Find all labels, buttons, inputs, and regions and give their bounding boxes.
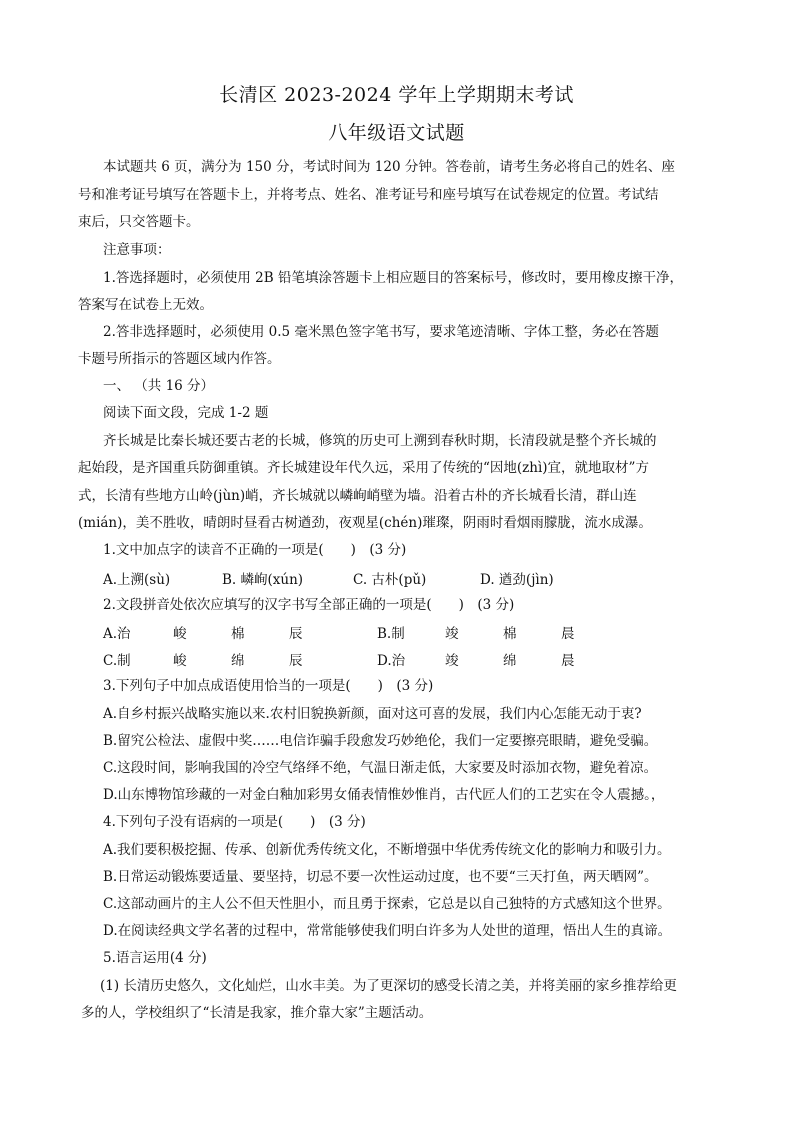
question-3: 3.下列句子中加点成语使用恰当的一项是( ) (3 分) [103,678,434,694]
q5-subquestion: 多的人，学校组织了“长清是我家，推介靠大家”主题活动。 [81,1005,433,1021]
q1-option-d: D. 遒劲(jìn) [480,572,554,588]
q3-option-a: A.自乡村振兴战略实施以来.农村旧貌换新颜，面对这可喜的发展，我们内心怎能无动于衷? [103,706,642,722]
q2-char: 棉 [503,626,517,642]
q2-char: 绵 [503,653,517,669]
q3-option-b: B.留究公检法、虚假中奖……电信诈骗手段愈发巧妙绝伦，我们一定要擦亮眼睛，避免受骗。 [103,733,658,749]
intro-line: 号和准考证号填写在答题卡上，并将考点、姓名、准考证号和座号填写在试卷规定的位置。考试结 [78,187,659,203]
q3-option-d: D.山东博物馆珍藏的一对金白釉加彩男女俑表情惟妙惟肖，古代匠人们的工艺实在令人震撼。， [103,787,665,803]
q2-char: 竣 [445,626,459,642]
q1-option-a: A.上溯(sù) [103,572,171,588]
question-5: 5.语言运用(4 分) [103,950,207,966]
q4-option-d: D.在阅读经典文学名著的过程中，常常能够使我们明白许多为人处世的道理，悟出人生的真谛。 [103,923,672,939]
intro-line: 束后，只交答题卡。 [78,214,200,230]
q2-char: 辰 [289,653,303,669]
passage-line: (mián)，美不胜收，晴朗时昼看古树遒劲，夜观星(chén)璀璨，阴雨时看烟雨朦胧，流水成瀑。 [78,515,652,531]
q2-option-a: A.治 [103,626,131,642]
q4-option-b: B.日常运动锻炼要适量、要坚持，切忌不要一次性运动过度，也不要“三天打鱼，两天晒网”。 [103,869,658,885]
exam-title: 长清区 2023-2024 学年上学期期末考试 [219,84,574,106]
notice-item: 2.答非选择题时，必须使用 0.5 毫米黑色签字笔书写，要求笔迹清晰、字体工整，务必在答题 [103,324,659,340]
notice-item: 1.答选择题时，必须使用 2B 铅笔填涂答题卡上相应题目的答案标号，修改时，要用橡皮擦干净， [103,270,683,286]
passage-line: 式，长清有些地方山岭(jùn)峭，齐长城就以嶙峋峭壁为墙。沿着古朴的齐长城看长清，群山连 [78,488,637,504]
passage-line: 起始段，是齐国重兵防御重镇。齐长城建设年代久远，采用了传统的“因地(zhì)宜，就地取材”方 [78,460,649,476]
intro-line: 本试题共 6 页，满分为 150 分，考试时间为 120 分钟。答卷前，请考生务必将自己的姓名、座 [103,159,675,175]
q2-options-row [103,649,575,669]
q2-option-c: C.制 [103,653,131,669]
passage-line: 齐长城是比秦长城还要古老的长城，修筑的历史可上溯到春秋时期，长清段就是整个齐长城的 [103,433,657,449]
q2-char: 晨 [561,653,575,669]
notice-item: 答案写在试卷上无效。 [78,297,213,313]
q2-option-d: D.治 [377,653,406,669]
question-1: 1.文中加点字的读音不正确的一项是( ) (3 分) [103,542,407,558]
q1-option-c: C. 古朴(pǔ) [353,572,427,588]
q2-char: 绵 [231,653,245,669]
q4-option-c: C.这部动画片的主人公不但天性胆小，而且勇于探索，它总是以自己独特的方式感知这个世界。 [103,896,671,912]
q2-char: 峻 [173,626,187,642]
q3-option-c: C.这段时间，影响我国的冷空气络绎不绝，气温日渐走低，大家要及时添加衣物，避免着凉。 [103,760,658,776]
q1-option-b: B. 嶙峋(xún) [222,572,304,588]
notice-item: 卡题号所指示的答题区域内作答。 [78,351,281,367]
q2-char: 竣 [445,653,459,669]
question-2: 2.文段拼音处依次应填写的汉字书写全部正确的一项是( ) (3 分) [103,597,515,613]
notice-title: 注意事项： [103,242,171,258]
section-heading: 一、 （共 16 分） [103,378,215,394]
q2-option-b: B.制 [377,626,405,642]
q2-options-row [103,622,575,642]
exam-subtitle: 八年级语文试题 [328,122,465,144]
q5-subquestion: (1) 长清历史悠久，文化灿烂，山水丰美。为了更深切的感受长清之美，并将美丽的家乡推荐给更 [100,978,677,994]
reading-instruction: 阅读下面文段，完成 1-2 题 [103,405,269,421]
q2-char: 峻 [173,653,187,669]
q2-char: 晨 [561,626,575,642]
q4-option-a: A.我们要积极挖掘、传承、创新优秀传统文化，不断增强中华优秀传统文化的影响力和吸引力。 [103,842,671,858]
question-4: 4.下列句子没有语病的一项是( ) (3 分) [103,814,366,830]
q2-char: 棉 [231,626,245,642]
q2-char: 辰 [289,626,303,642]
